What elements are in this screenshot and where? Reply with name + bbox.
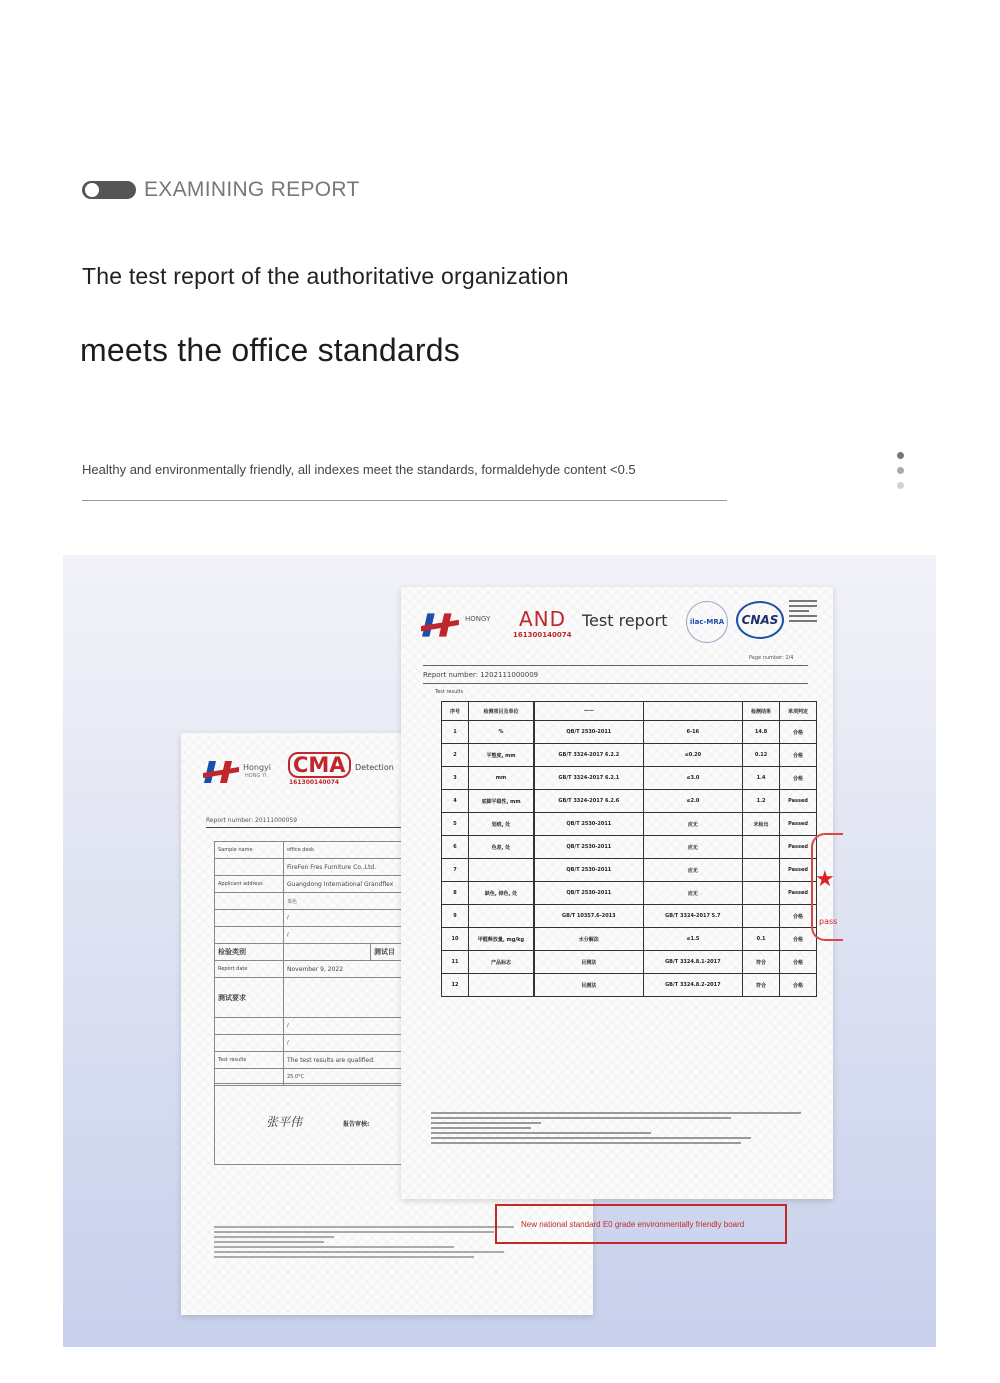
results-cell: 合格: [780, 928, 817, 951]
results-cell: ≤0.20: [643, 744, 742, 767]
results-cell: 6-16: [643, 721, 742, 744]
cnas-logo-icon: [736, 601, 784, 639]
and-number: 161300140074: [513, 631, 572, 639]
toggle-icon: [82, 181, 136, 199]
results-cell: Passed: [780, 790, 817, 813]
results-cell: ≤3.0: [643, 767, 742, 790]
hongy-logo-icon: [421, 611, 461, 643]
results-row: [442, 721, 817, 744]
results-cell: QB/T 2530-2011: [535, 882, 644, 905]
results-cell: Passed: [780, 882, 817, 905]
results-cell: 14.8: [743, 721, 780, 744]
results-cell: 合格: [780, 951, 817, 974]
cma-number: 161300140074: [289, 779, 340, 786]
front-footer-text: [431, 1109, 811, 1147]
results-cell: 未检出: [743, 813, 780, 836]
results-cell: ≤2.0: [643, 790, 742, 813]
results-row: [442, 790, 817, 813]
back-info-label: Sample name: [215, 842, 284, 859]
headline-line1: The test report of the authoritative organization: [82, 263, 569, 289]
front-title: Test report: [582, 611, 668, 630]
back-info-label: [215, 1018, 284, 1035]
back-info-row: [215, 978, 404, 1018]
results-table: [441, 701, 817, 997]
back-info-value: /: [284, 927, 404, 944]
back-info-label: [215, 1035, 284, 1052]
back-info-label: 测试要求: [215, 978, 284, 1018]
results-row: [442, 813, 817, 836]
carousel-dots[interactable]: [897, 452, 904, 497]
back-info-row: [215, 961, 404, 978]
results-cell: 1: [442, 721, 469, 744]
results-cell: 产品标志: [469, 951, 534, 974]
e0-callout: New national standard E0 grade environmentally friendly board: [495, 1204, 787, 1244]
results-cell: 8: [442, 882, 469, 905]
results-cell: [743, 905, 780, 928]
results-cell: 7: [442, 859, 469, 882]
results-column-header: 单项判定: [780, 702, 817, 721]
cma-logo: CMA: [288, 752, 351, 778]
results-cell: ≤1.5: [643, 928, 742, 951]
results-cell: [743, 859, 780, 882]
back-info-value: Guangdong International Grandflex: [284, 876, 404, 893]
section-tag: [82, 178, 360, 202]
back-info-row: [215, 859, 404, 876]
back-info-row: [215, 944, 404, 961]
results-column-header: [643, 702, 742, 721]
results-column-header: ——: [535, 702, 644, 721]
back-info-value: /: [284, 1035, 404, 1052]
results-cell: GB/T 3324.8.2-2017: [643, 974, 742, 997]
star-icon: ★: [815, 867, 835, 892]
results-column-header: 检测结果: [743, 702, 780, 721]
back-info-label: Applicant address: [215, 876, 284, 893]
results-column-header: 序号: [442, 702, 469, 721]
back-info-row: [215, 1018, 404, 1035]
hongyi-logo-icon: [203, 759, 241, 789]
description: Healthy and environmentally friendly, all indexes meet the standards, formaldehyde content <0.5: [82, 462, 636, 477]
results-cell: 11: [442, 951, 469, 974]
results-cell: GB/T 3324-2017 6.2.2: [535, 744, 644, 767]
results-cell: Passed: [780, 836, 817, 859]
back-info-row: [215, 927, 404, 944]
back-info-row: [215, 1035, 404, 1052]
results-cell: QB/T 2530-2011: [535, 859, 644, 882]
headline-line2: meets the office standards: [80, 332, 460, 368]
signature: 张平伟: [266, 1115, 303, 1129]
back-info-label: 检验类别: [215, 944, 284, 961]
back-report-number: Report number: 20111000059: [206, 817, 298, 824]
results-cell: 缺色, 掉色, 处: [469, 882, 534, 905]
results-cell: 合格: [780, 721, 817, 744]
section-tag-label: EXAMINING REPORT: [144, 178, 360, 201]
results-cell: 0.12: [743, 744, 780, 767]
results-row: [442, 767, 817, 790]
divider: [82, 500, 727, 501]
results-row: [442, 905, 817, 928]
back-info-value: The test results are qualified.: [284, 1052, 404, 1069]
results-row: [442, 836, 817, 859]
back-info-value: 25.0°C: [284, 1069, 404, 1086]
results-cell: 平整度, mm: [469, 744, 534, 767]
back-info-row: [215, 893, 404, 910]
pass-stamp: [811, 833, 843, 941]
detection-label: Detection: [355, 763, 394, 772]
results-column-header: 检测项目及单位: [469, 702, 534, 721]
results-cell: 6: [442, 836, 469, 859]
back-info-value: /: [284, 1018, 404, 1035]
results-cell: %: [469, 721, 534, 744]
carousel-dot-3[interactable]: [897, 482, 904, 489]
results-cell: 4: [442, 790, 469, 813]
report-panel: [63, 555, 936, 1347]
back-info-extra: 测试目: [371, 944, 404, 961]
back-info-row: [215, 842, 404, 859]
ilac-logo-icon: [686, 601, 728, 643]
back-info-value: [284, 944, 371, 961]
results-cell: GB/T 3324-2017 6.2.1: [535, 767, 644, 790]
results-cell: GB/T 3324.8.1-2017: [643, 951, 742, 974]
results-cell: 9: [442, 905, 469, 928]
back-info-value: [284, 978, 404, 1018]
results-cell: 应无: [643, 836, 742, 859]
results-cell: 5: [442, 813, 469, 836]
pass-stamp-label: pass: [819, 917, 838, 926]
back-brand: Hongyi: [243, 763, 272, 772]
back-info-value: 茶色: [284, 893, 404, 910]
results-cell: 应无: [643, 882, 742, 905]
results-row: [442, 882, 817, 905]
results-cell: QB/T 2530-2011: [535, 813, 644, 836]
results-cell: 应无: [643, 813, 742, 836]
results-cell: QB/T 2530-2011: [535, 721, 644, 744]
back-info-row: [215, 1052, 404, 1069]
back-info-value: FireFen Fres Furniture Co.,Ltd.: [284, 859, 404, 876]
results-cell: 符合: [743, 951, 780, 974]
back-info-label: [215, 859, 284, 876]
front-report-number: Report number: 1202111000009: [423, 671, 539, 679]
back-info-label: [215, 910, 284, 927]
results-cell: 合格: [780, 744, 817, 767]
results-cell: 水分解法: [535, 928, 644, 951]
back-info-table: [214, 841, 404, 1086]
results-cell: 目测法: [535, 974, 644, 997]
results-cell: 合格: [780, 767, 817, 790]
results-cell: [469, 905, 534, 928]
back-info-label: [215, 893, 284, 910]
front-report-sheet: [401, 587, 838, 1199]
cnas-side-text: [789, 597, 817, 625]
results-cell: [469, 974, 534, 997]
cnas-label: CNAS: [741, 613, 779, 627]
page-number: Page number: 2/4: [749, 655, 794, 661]
results-cell: [743, 882, 780, 905]
results-cell: Passed: [780, 813, 817, 836]
back-info-label: [215, 927, 284, 944]
results-cell: GB/T 3324-2017 6.2.6: [535, 790, 644, 813]
results-cell: 2: [442, 744, 469, 767]
results-row: [442, 974, 817, 997]
results-cell: GB/T 3324-2017 5.7: [643, 905, 742, 928]
results-row: [442, 928, 817, 951]
results-cell: 符合: [743, 974, 780, 997]
results-cell: 合格: [780, 974, 817, 997]
results-cell: [743, 836, 780, 859]
back-brand-sub: HONG YI: [245, 773, 267, 779]
results-cell: 划痕, 处: [469, 813, 534, 836]
back-info-label: Report date: [215, 961, 284, 978]
results-cell: 合格: [780, 905, 817, 928]
results-row: [442, 951, 817, 974]
results-cell: GB/T 10357.6-2013: [535, 905, 644, 928]
results-cell: Passed: [780, 859, 817, 882]
results-cell: 10: [442, 928, 469, 951]
back-info-value: office desk: [284, 842, 404, 859]
results-cell: 目测法: [535, 951, 644, 974]
and-logo: AND: [519, 607, 567, 631]
results-cell: 1.2: [743, 790, 780, 813]
test-results-label: Test results: [435, 689, 464, 695]
results-cell: [469, 859, 534, 882]
back-info-label: Test results: [215, 1052, 284, 1069]
review-stamp-label: 报告审核:: [343, 1121, 370, 1128]
front-brand: HONGY: [465, 615, 491, 623]
back-info-value: /: [284, 910, 404, 927]
results-cell: 底脚平稳性, mm: [469, 790, 534, 813]
results-cell: QB/T 2530-2011: [535, 836, 644, 859]
results-cell: 1.4: [743, 767, 780, 790]
results-cell: 甲醛释放量, mg/kg: [469, 928, 534, 951]
results-cell: 色差, 处: [469, 836, 534, 859]
back-info-value: November 9, 2022: [284, 961, 404, 978]
results-cell: 12: [442, 974, 469, 997]
results-cell: mm: [469, 767, 534, 790]
carousel-dot-2[interactable]: [897, 467, 904, 474]
results-cell: 应无: [643, 859, 742, 882]
back-info-row: [215, 876, 404, 893]
ilac-label: ilac-MRA: [689, 618, 725, 626]
results-cell: 0.1: [743, 928, 780, 951]
results-cell: 3: [442, 767, 469, 790]
back-info-row: [215, 910, 404, 927]
results-row: [442, 744, 817, 767]
results-row: [442, 859, 817, 882]
carousel-dot-1[interactable]: [897, 452, 904, 459]
